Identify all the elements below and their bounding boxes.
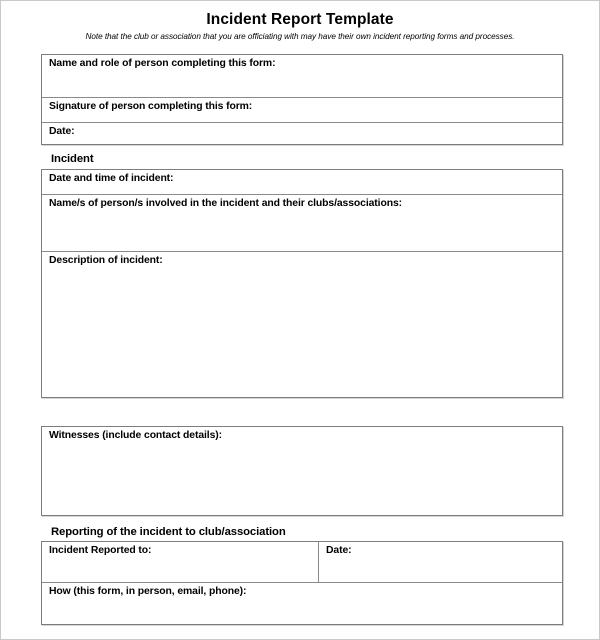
field-label: Name/s of person/s involved in the incident and their clubs/associations: (49, 198, 402, 209)
field-reported-date[interactable] (319, 542, 562, 582)
section-heading-reporting: Reporting of the incident to club/association (51, 526, 286, 538)
field-witnesses[interactable] (42, 427, 562, 515)
field-label: Signature of person completing this form: (49, 101, 253, 112)
field-label: How (this form, in person, email, phone): (49, 586, 247, 597)
field-how-reported[interactable] (42, 582, 562, 624)
field-label: Witnesses (include contact details): (49, 430, 222, 441)
field-incident-reported-to[interactable] (42, 542, 319, 582)
field-label: Description of incident: (49, 255, 163, 266)
reporting-row-reported-to (42, 542, 562, 582)
section-heading-incident: Incident (51, 153, 94, 165)
field-label: Date: (49, 126, 75, 137)
field-label: Date: (326, 545, 352, 556)
field-persons-involved[interactable] (42, 194, 562, 251)
field-label: Name and role of person completing this form: (49, 58, 276, 69)
field-signature[interactable] (42, 97, 562, 122)
page-title: Incident Report Template (206, 11, 394, 28)
field-description-of-incident[interactable] (42, 251, 562, 397)
witnesses-table (41, 426, 563, 516)
field-date[interactable] (42, 122, 562, 144)
field-label: Incident Reported to: (49, 545, 152, 556)
field-date-time-of-incident[interactable] (42, 170, 562, 194)
reporting-table (41, 541, 563, 625)
page-subtitle-note: Note that the club or association that you are officiating with may have their own incident reporting forms and processes. (85, 32, 515, 41)
person-details-table (41, 54, 563, 145)
field-name-and-role[interactable] (42, 55, 562, 97)
incident-details-table (41, 169, 563, 398)
field-label: Date and time of incident: (49, 173, 174, 184)
page-content (1, 1, 599, 639)
